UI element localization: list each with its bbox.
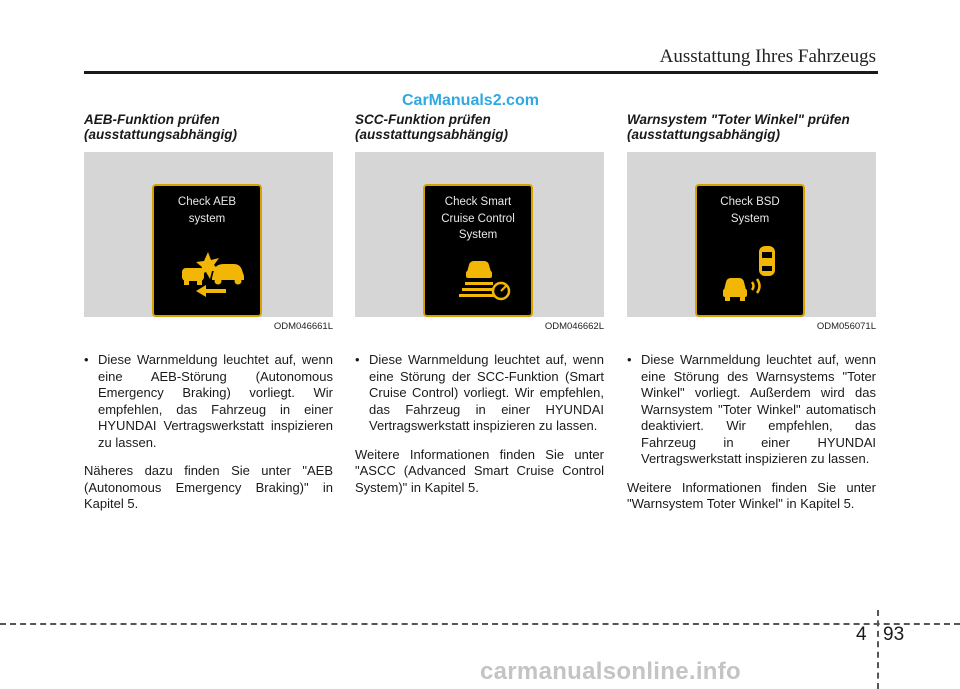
bullet-item [627,352,876,468]
reference-paragraph: Weitere Informationen finden Sie unter "Warnsystem Toter Winkel" in Kapitel 5. [627,479,876,511]
chapter-number: 4 [856,624,867,645]
section-title: AEB-Funktion prüfen (ausstattungsabhängig) [84,112,238,142]
page-number: 93 [883,624,905,645]
bullet-item [355,352,604,435]
bullet-item [84,352,333,451]
warning-message: Check BSD System [720,196,780,225]
section-title: SCC-Funktion prüfen (ausstattungsabhängig) [355,112,509,142]
cluster-display [152,184,262,317]
smart-cruise-icon [425,186,531,315]
watermark-carmanuals2: CarManuals2.com [402,92,539,109]
section-scc [355,112,604,496]
bullet-dot: • [84,352,89,367]
blind-spot-icon [697,186,803,315]
section-bsd [627,112,876,513]
section-title: Warnsystem "Toter Winkel" prüfen (ausstattungsabhängig) [627,112,850,142]
figure-code: ODM046662L [544,321,604,332]
figure-code: ODM046661L [273,321,333,332]
warning-figure [84,152,333,317]
bullet-text: Diese Warnmeldung leuchtet auf, wenn eine Störung des Warnsystems "Toter Winkel" vorliegt. Außerdem wird das Warnsystem "Toter Winkel" automatisch deaktiviert. Wir empfehlen, das Fahrzeug in einer HYUNDAI Vertragswerkstatt inspizieren zu lassen. [641,352,876,466]
header-rule [84,71,878,74]
bullet-text: Diese Warnmeldung leuchtet auf, wenn eine Störung der SCC-Funktion (Smart Cruise Control) vorliegt. Wir empfehlen, das Fahrzeug in einer HYUNDAI Vertragswerkstatt inspizieren zu lassen. [369,352,604,433]
section-aeb [84,112,333,513]
footer-divider [877,610,879,689]
cluster-display [695,184,805,317]
footer-rule [0,623,960,625]
figure-code: ODM056071L [816,321,876,332]
cluster-display [423,184,533,317]
watermark-carmanualsonline: carmanualsonline.info [480,658,742,685]
reference-paragraph: Weitere Informationen finden Sie unter "ASCC (Advanced Smart Cruise Control System)" in Kapitel 5. [355,446,604,495]
bullet-text: Diese Warnmeldung leuchtet auf, wenn eine AEB-Störung (Autonomous Emergency Braking) vorliegt. Wir empfehlen, das Fahrzeug in einer HYUNDAI Vertragswerkstatt inspizieren zu lassen. [98,352,333,450]
header-title: Ausstattung Ihres Fahrzeugs [659,46,876,67]
warning-figure [355,152,604,317]
bullet-dot: • [355,352,360,367]
reference-paragraph: Näheres dazu finden Sie unter "AEB (Autonomous Emergency Braking)" in Kapitel 5. [84,463,333,511]
bullet-dot: • [627,352,632,367]
aeb-collision-icon [154,186,260,315]
warning-message: Check AEB system [177,196,237,225]
warning-figure [627,152,876,317]
warning-message: Check Smart Cruise Control System [441,196,515,241]
